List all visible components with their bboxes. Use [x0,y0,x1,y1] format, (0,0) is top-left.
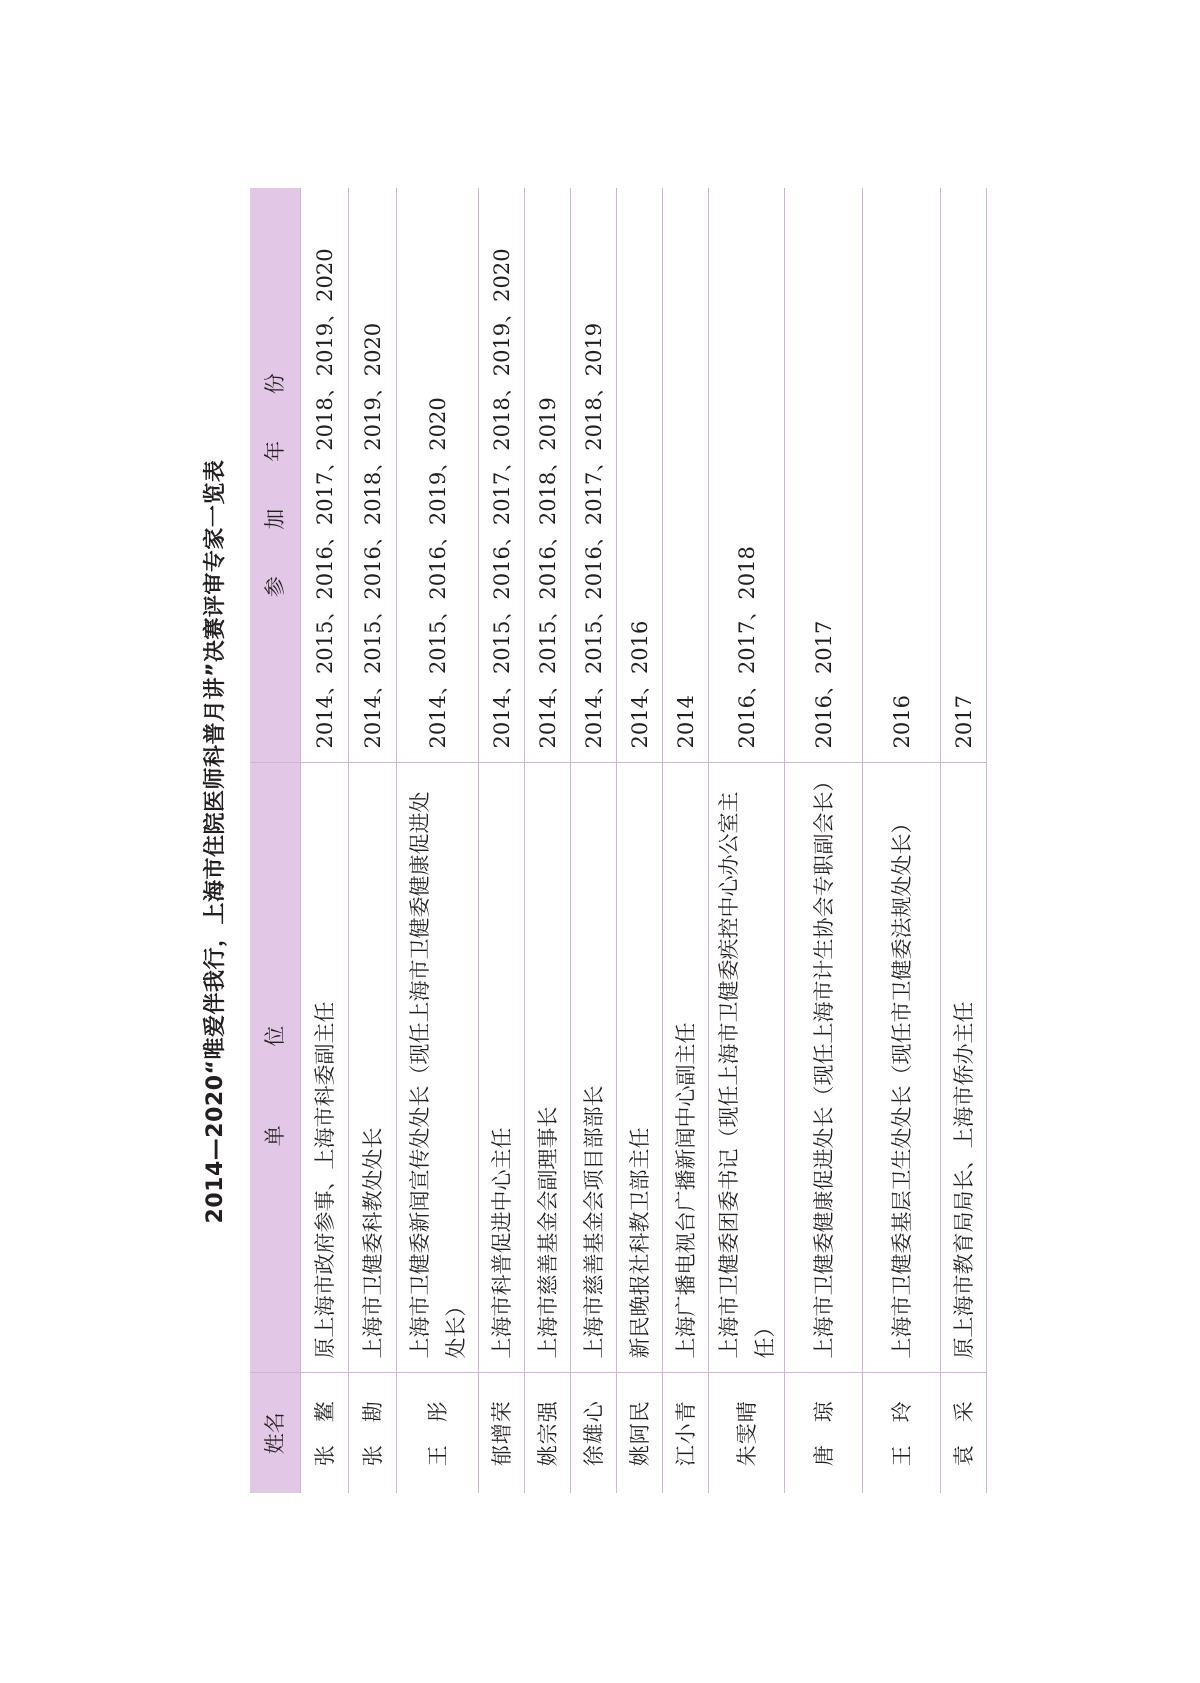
cell-name: 江小青 [663,1373,709,1493]
table-row [479,188,525,1493]
cell-unit: 上海市慈善基金会副理事长 [525,763,571,1373]
table-row [349,188,397,1493]
cell-unit: 新民晚报社科教卫部主任 [617,763,663,1373]
header-unit: 单 位 [250,763,301,1373]
cell-years: 2014 [663,188,709,763]
cell-name: 姚宗强 [525,1373,571,1493]
cell-name: 袁 采 [941,1373,987,1493]
cell-unit: 上海市卫健委科教处处长 [349,763,397,1373]
header-years: 参 加 年 份 [250,188,301,763]
cell-name: 朱雯晴 [709,1373,785,1493]
experts-table [250,188,987,1493]
cell-name: 姚阿民 [617,1373,663,1493]
table-row [709,188,785,1493]
header-name: 姓名 [250,1373,301,1493]
cell-years: 2014、2016 [617,188,663,763]
table-row [525,188,571,1493]
cell-unit: 上海广播电视台广播新闻中心副主任 [663,763,709,1373]
cell-years: 2017 [941,188,987,763]
table-row [785,188,863,1493]
cell-years: 2014、2015、2016、2019、2020 [397,188,479,763]
cell-years: 2016 [863,188,941,763]
table-row [301,188,349,1493]
table-row [397,188,479,1493]
cell-unit: 原上海市政府参事、上海市科委副主任 [301,763,349,1373]
cell-years: 2014、2015、2016、2017、2018、2019、2020 [479,188,525,763]
cell-years: 2014、2015、2016、2017、2018、2019 [571,188,617,763]
cell-name: 王 玲 [863,1373,941,1493]
cell-name: 王 彤 [397,1373,479,1493]
cell-unit: 上海市卫健委团委书记（现任上海市卫健委疾控中心办公室主任） [709,763,785,1373]
cell-unit: 上海市卫健委新闻宣传处处长（现任上海市卫健委健康促进处处长） [397,763,479,1373]
table-row [941,188,987,1493]
cell-years: 2014、2015、2016、2017、2018、2019、2020 [301,188,349,763]
header-row [250,188,301,1493]
cell-years: 2016、2017 [785,188,863,763]
cell-unit: 上海市卫健委健康促进处长（现任上海市计生协会专职副会长） [785,763,863,1373]
table-row [617,188,663,1493]
table-row [663,188,709,1493]
table-header [250,188,301,1493]
table-row [863,188,941,1493]
cell-years: 2016、2017、2018 [709,188,785,763]
document-title: 2014—2020“唯爱伴我行，上海市住院医师科普月讲”决赛评审专家一览表 [203,459,228,1224]
cell-name: 张 鳌 [301,1373,349,1493]
cell-name: 唐 琼 [785,1373,863,1493]
table-row [571,188,617,1493]
cell-years: 2014、2015、2016、2018、2019 [525,188,571,763]
cell-unit: 上海市卫健委基层卫生处处长（现任市卫健委法规处处长） [863,763,941,1373]
cell-name: 张 勘 [349,1373,397,1493]
cell-name: 徐雄心 [571,1373,617,1493]
cell-unit: 上海市科普促进中心主任 [479,763,525,1373]
cell-unit: 原上海市教育局局长、上海市侨办主任 [941,763,987,1373]
cell-name: 郁增荣 [479,1373,525,1493]
cell-unit: 上海市慈善基金会项目部部长 [571,763,617,1373]
cell-years: 2014、2015、2016、2018、2019、2020 [349,188,397,763]
table-body [301,188,987,1493]
